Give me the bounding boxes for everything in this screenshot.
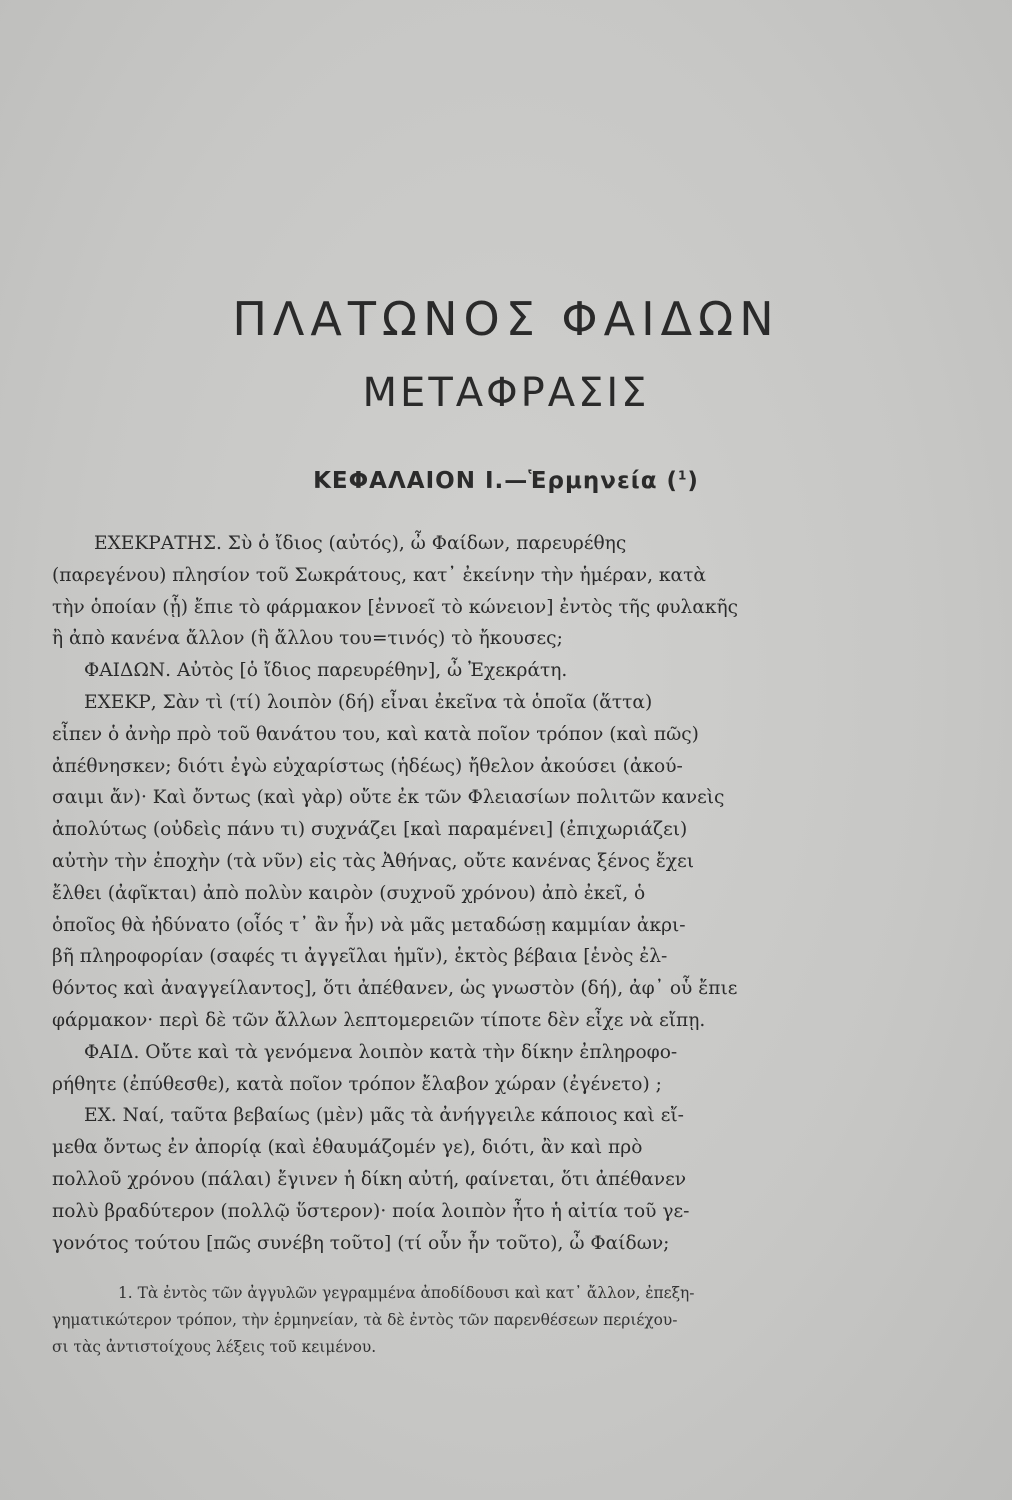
text-line: ἔλθει (ἀφῖκται) ἀπὸ πολὺν καιρὸν (συχνοῦ χρόνου) ἀπὸ ἐκεῖ, ὁ [52, 882, 646, 904]
book-title: ΠΛΑΤΩΝΟΣ ΦΑΙΔΩΝ [232, 292, 780, 346]
text-line: ἀπέθνησκεν; διότι ἐγὼ εὐχαρίστως (ἡδέως) ἤθελον ἀκούσει (ἀκού- [52, 755, 683, 777]
footnote-line: 1. Τὰ ἐντὸς τῶν ἀγγυλῶν γεγραμμένα ἀποδίδουσι καὶ κατ᾽ ἄλλον, ἐπεξη- [118, 1284, 695, 1302]
footnote-marker: 1 [678, 468, 688, 483]
text-line: αὐτὴν τὴν ἐποχὴν (τὰ νῦν) εἰς τὰς Ἀθήνας, οὔτε κανένας ξένος ἔχει [52, 850, 694, 872]
text-line: (παρεγένου) πλησίον τοῦ Σωκράτους, κατ᾽ ἐκείνην τὴν ἡμέραν, κατὰ [52, 564, 706, 586]
text-line: μεθα ὄντως ἐν ἀπορίᾳ (καὶ ἐθαυμάζομέν γε), διότι, ἂν καὶ πρὸ [52, 1137, 643, 1159]
text-line: βῆ πληροφορίαν (σαφές τι ἀγγεῖλαι ἡμῖν), ἐκτὸς βέβαια [ἑνὸς ἐλ- [52, 946, 668, 968]
footnote [52, 1280, 867, 1361]
footnote-line: γηματικώτερον τρόπον, τὴν ἑρμηνείαν, τὰ δὲ ἐντὸς τῶν παρενθέσεων περιέχου- [52, 1311, 678, 1329]
text-line: πολλοῦ χρόνου (πάλαι) ἔγινεν ἡ δίκη αὐτή, φαίνεται, ὅτι ἀπέθανεν [52, 1168, 687, 1190]
text-line: θόντος καὶ ἀναγγείλαντος], ὅτι ἀπέθανεν, ὡς γνωστὸν (δή), ἀφ᾽ οὗ ἔπιε [52, 978, 738, 1000]
text-line: ΕΧ. Ναί, ταῦτα βεβαίως (μὲν) μᾶς τὰ ἀνήγγειλε κάποιος καὶ εἴ- [84, 1105, 684, 1127]
text-line: ρήθητε (ἐπύθεσθε), κατὰ ποῖον τρόπον ἔλαβον χώραν (ἐγένετο) ; [52, 1073, 662, 1095]
text-line: φάρμακον· περὶ δὲ τῶν ἄλλων λεπτομερειῶν τίποτε δὲν εἶχε νὰ εἴπῃ. [52, 1009, 706, 1031]
text-line: γονότος τούτου [πῶς συνέβη τοῦτο] (τί οὖν ἦν τοῦτο), ὦ Φαίδων; [52, 1232, 670, 1254]
text-line: ΦΑΙΔ. Οὔτε καὶ τὰ γενόμενα λοιπὸν κατὰ τὴν δίκην ἐπληροφο- [84, 1041, 678, 1063]
text-line: σαιμι ἄν)· Καὶ ὄντως (καὶ γὰρ) οὔτε ἐκ τῶν Φλειασίων πολιτῶν κανεὶς [52, 787, 725, 809]
text-line: ὁποῖος θὰ ἠδύνατο (οἷός τ᾽ ἂν ἦν) νὰ μᾶς μεταδώσῃ καμμίαν ἀκρι- [52, 914, 686, 936]
text-line: ἀπολύτως (οὐδεὶς πάνυ τι) συχνάζει [καὶ παραμένει] (ἐπιχωριάζει) [52, 819, 688, 841]
chapter-heading [0, 468, 1012, 494]
book-subtitle: ΜΕΤΑΦΡΑΣΙΣ [362, 370, 650, 416]
chapter-close: ) [687, 468, 699, 494]
text-line: τὴν ὁποίαν (ᾗ) ἔπιε τὸ φάρμακον [ἐννοεῖ τὸ κώνειον] ἐντὸς τῆς φυλακῆς [52, 596, 739, 618]
text-line: εἶπεν ὁ ἀνὴρ πρὸ τοῦ θανάτου του, καὶ κατὰ ποῖον τρόπον (καὶ πῶς) [52, 723, 699, 745]
text-line: ἢ ἀπὸ κανένα ἄλλον (ἢ ἄλλου του=τινός) τὸ ἤκουσες; [52, 628, 563, 650]
text-line: ΕΧΕΚΡΑΤΗΣ. Σὺ ὁ ἴδιος (αὐτός), ὦ Φαίδων, παρευρέθης [94, 533, 627, 554]
text-line: πολὺ βραδύτερον (πολλῷ ὕστερον)· ποία λοιπὸν ἦτο ἡ αἰτία τοῦ γε- [52, 1200, 690, 1222]
text-line: ΦΑΙΔΩΝ. Αὐτὸς [ὁ ἴδιος παρευρέθην], ὦ Ἐχεκράτη. [84, 660, 568, 682]
footnote-line: σι τὰς ἀντιστοίχους λέξεις τοῦ κειμένου. [52, 1338, 377, 1356]
chapter-label: ΚΕΦΑΛΑΙΟΝ Ι.—Ἑρμηνεία ( [313, 468, 679, 494]
body-text [52, 528, 867, 1259]
text-line: ΕΧΕΚΡ, Σὰν τὶ (τί) λοιπὸν (δή) εἶναι ἐκεῖνα τὰ ὁποῖα (ἅττα) [84, 691, 653, 713]
